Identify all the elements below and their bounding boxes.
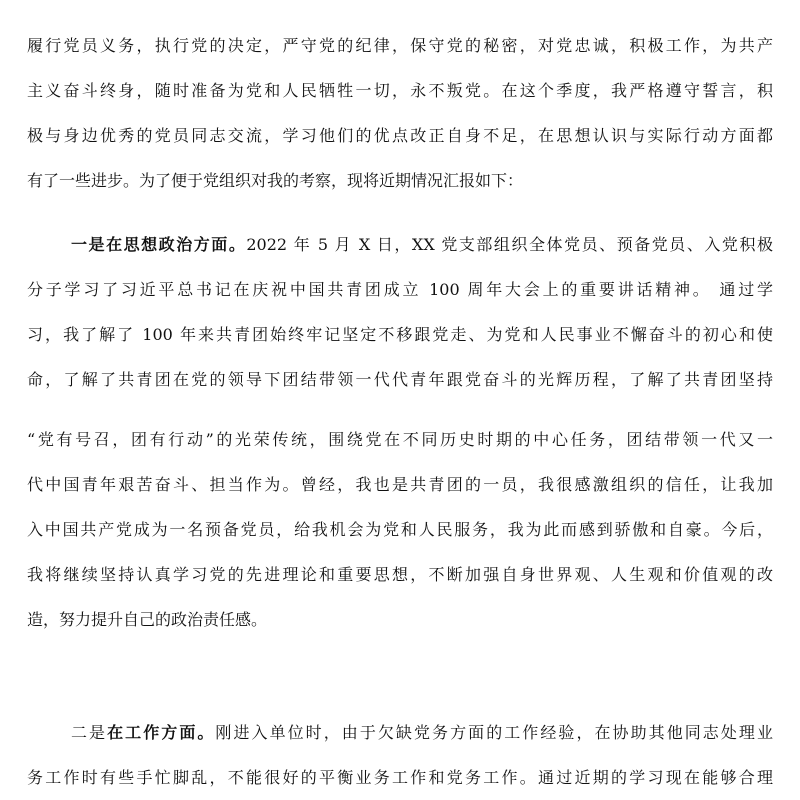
body-text: 极与身边优秀的党员同志交流，学习他们的优点改正自身不足，在思想认识与实际行动方面都 <box>27 126 773 145</box>
paragraph-2-line <box>27 278 773 302</box>
paragraph-3-line <box>71 721 773 745</box>
body-text: 造，努力提升自己的政治责任感。 <box>27 610 268 629</box>
paragraph-1-line <box>27 124 773 148</box>
paragraph-1-line <box>27 79 773 103</box>
paragraph-2-line <box>27 368 773 392</box>
body-text: 有了一些进步。为了便于党组织对我的考察，现将近期情况汇报如下： <box>27 171 524 190</box>
paragraph-3-line <box>27 766 773 790</box>
paragraph-2-line <box>27 473 773 497</box>
body-text: 2022 年 5 月 X 日，XX 党支部组织全体党员、预备党员、入党积极 <box>246 235 773 254</box>
body-text: 入中国共产党成为一名预备党员，给我机会为党和人民服务，我为此而感到骄傲和自豪。今后， <box>27 520 773 539</box>
body-text: 二是 <box>71 723 108 742</box>
paragraph-2-line <box>27 563 773 587</box>
body-text: 刚进入单位时，由于欠缺党务方面的工作经验，在协助其他同志处理业 <box>215 723 773 742</box>
body-text: 履行党员义务，执行党的决定，严守党的纪律，保守党的秘密，对党忠诚，积极工作，为共产 <box>27 36 773 55</box>
body-text: 我将继续坚持认真学习党的先进理论和重要思想，不断加强自身世界观、人生观和价值观的改 <box>27 565 773 584</box>
body-text: 务工作时有些手忙脚乱，不能很好的平衡业务工作和党务工作。通过近期的学习现在能够合理 <box>27 768 773 787</box>
bold-heading-text: 一是在思想政治方面。 <box>71 235 247 254</box>
body-text: 命，了解了共青团在党的领导下团结带领一代代青年跟党奋斗的光辉历程，了解了共青团坚持 <box>27 370 773 389</box>
paragraph-2-line <box>27 608 773 632</box>
paragraph-2-line <box>27 323 773 347</box>
bold-heading-text: 在工作方面。 <box>107 723 216 742</box>
paragraph-1-line <box>27 169 773 193</box>
body-text: 代中国青年艰苦奋斗、担当作为。曾经，我也是共青团的一员，我很感激组织的信任，让我加 <box>27 475 773 494</box>
paragraph-2-line <box>27 428 773 452</box>
paragraph-2-line <box>71 233 773 257</box>
body-text: 习，我了解了 100 年来共青团始终牢记坚定不移跟党走、为党和人民事业不懈奋斗的初心和使 <box>27 325 773 344</box>
body-text: 主义奋斗终身，随时准备为党和人民牺牲一切，永不叛党。在这个季度，我严格遵守誓言，积 <box>27 81 773 100</box>
paragraph-1-line <box>27 34 773 58</box>
paragraph-2-line <box>27 518 773 542</box>
body-text: 分子学习了习近平总书记在庆祝中国共青团成立 100 周年大会上的重要讲话精神。 通过学 <box>27 280 773 299</box>
body-text: “党有号召，团有行动”的光荣传统，围绕党在不同历史时期的中心任务，团结带领一代又一 <box>27 430 773 449</box>
